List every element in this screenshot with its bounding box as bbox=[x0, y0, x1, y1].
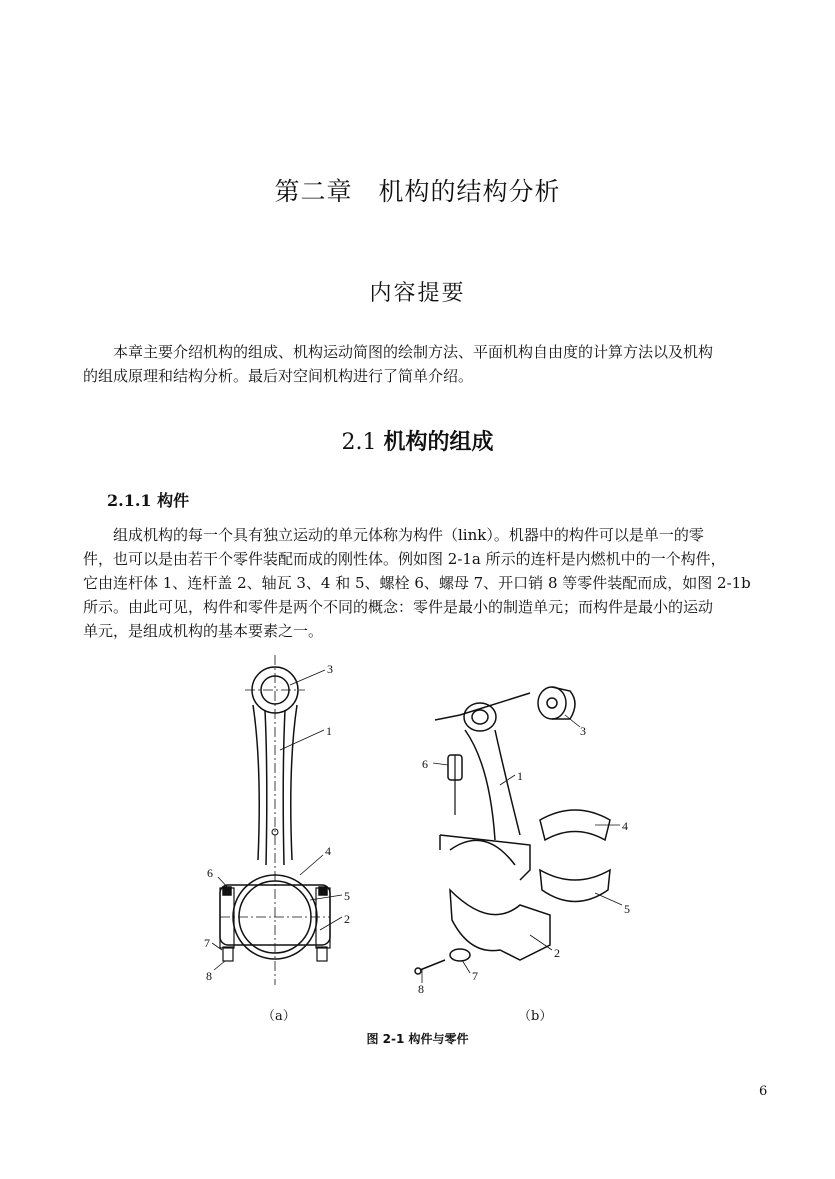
chapter-name: 机构的结构分析 bbox=[378, 177, 561, 206]
subsection-heading bbox=[107, 488, 189, 511]
part-label-a: 6 bbox=[207, 866, 213, 880]
assembled-rod-illustration bbox=[220, 655, 330, 985]
part-label-a: 4 bbox=[325, 844, 331, 858]
section-heading bbox=[0, 425, 835, 456]
subfigure-label-a: （a） bbox=[262, 1009, 296, 1024]
body-line: 件，也可以是由若干个零件装配而成的刚性体。例如图 2-1a 所示的连杆是内燃机中的一个构件， bbox=[83, 550, 726, 568]
body-line: 所示。由此可见，构件和零件是两个不同的概念：零件是最小的制造单元；而构件是最小的运动 bbox=[83, 598, 714, 616]
part-label-a: 5 bbox=[344, 889, 350, 903]
part-label-b: 8 bbox=[418, 982, 424, 995]
part-label-a: 3 bbox=[327, 662, 333, 676]
subsection-title: 构件 bbox=[157, 491, 190, 510]
connecting-rod-figure bbox=[190, 655, 650, 995]
chapter-number: 第二章 bbox=[274, 177, 353, 206]
subfigure-label-b: （b） bbox=[518, 1009, 553, 1024]
body-line: 组成机构的每一个具有独立运动的单元体称为构件（link）。机器中的构件可以是单一的零 bbox=[113, 526, 704, 544]
part-label-a: 1 bbox=[326, 724, 332, 738]
part-label-b: 4 bbox=[622, 819, 628, 833]
figure-caption: 图 2-1 构件与零件 bbox=[366, 1032, 469, 1046]
section-number: 2.1 bbox=[341, 430, 377, 455]
part-label-a: 8 bbox=[206, 969, 212, 983]
part-label-b: 6 bbox=[422, 757, 428, 771]
summary-line: 本章主要介绍机构的组成、机构运动简图的绘制方法、平面机构自由度的计算方法以及机构 bbox=[113, 343, 714, 361]
part-label-b: 1 bbox=[517, 769, 523, 783]
part-label-a: 2 bbox=[344, 912, 350, 926]
part-label-a: 7 bbox=[204, 936, 210, 950]
section-title: 机构的组成 bbox=[383, 430, 494, 455]
connecting-rod-drawing bbox=[190, 655, 650, 995]
part-label-b: 7 bbox=[472, 969, 478, 983]
page-number: 6 bbox=[759, 1084, 768, 1099]
summary-heading: 内容提要 bbox=[369, 281, 466, 306]
part-label-b: 3 bbox=[580, 724, 586, 738]
summary-paragraph bbox=[83, 340, 773, 388]
chapter-title bbox=[0, 172, 835, 208]
summary-line: 的组成原理和结构分析。最后对空间机构进行了简单介绍。 bbox=[83, 367, 474, 385]
part-label-b: 5 bbox=[624, 902, 630, 916]
part-number-leader-lines bbox=[212, 670, 622, 983]
body-line: 单元，是组成机构的基本要素之一。 bbox=[83, 622, 324, 640]
body-line: 它由连杆体 1、连杆盖 2、轴瓦 3、4 和 5、螺栓 6、螺母 7、开口销 8 等零件装配而成，如图 2-1b bbox=[83, 574, 751, 592]
part-label-b: 2 bbox=[554, 946, 560, 960]
subsection-number: 2.1.1 bbox=[107, 491, 152, 510]
body-paragraph bbox=[83, 523, 773, 643]
